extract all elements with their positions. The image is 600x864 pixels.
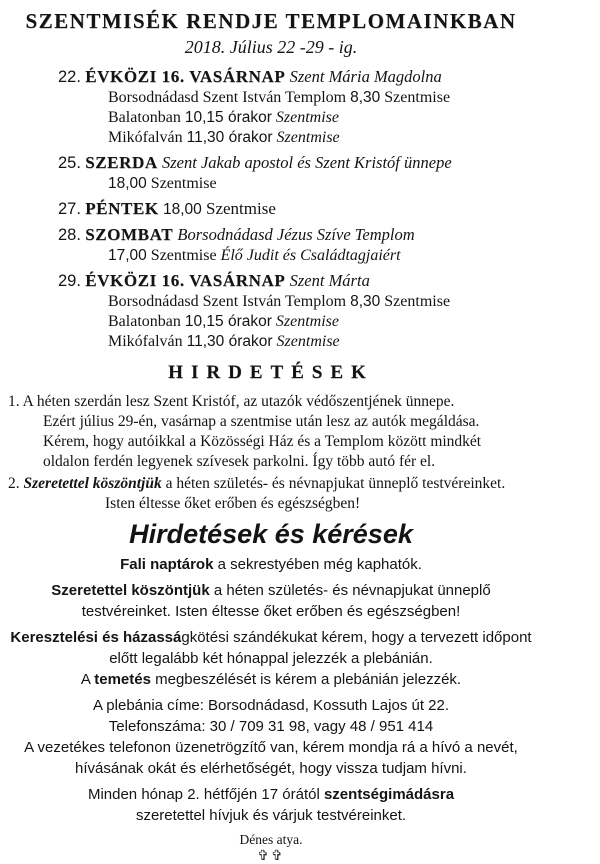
request-group xyxy=(8,627,534,690)
request-line xyxy=(8,554,534,575)
schedule-line xyxy=(8,128,534,148)
day-note: Szent Mária Magdolna xyxy=(289,67,442,86)
item-number: 2. xyxy=(8,475,24,492)
request-line xyxy=(8,601,534,622)
line-pre: hívásának okát és elérhetőségét, hogy vissza tudjam hívni. xyxy=(75,760,467,777)
schedule-entry xyxy=(8,66,534,148)
request-line xyxy=(8,784,534,805)
signature: Dénes atya. xyxy=(239,832,303,847)
mass-intention: Élő Judit és Családtagjaiért xyxy=(220,247,401,264)
schedule-day-heading xyxy=(8,270,534,292)
mass-label: Szentmise xyxy=(384,293,451,310)
schedule-line xyxy=(8,332,534,352)
mass-place: Balatonban xyxy=(108,109,181,126)
request-line xyxy=(8,648,534,669)
request-line xyxy=(8,716,534,737)
line-pre: A xyxy=(80,671,95,688)
announcement-item xyxy=(8,474,534,514)
line-pre: A vezetékes telefonon üzenetrögzítő van, kérem mondja rá a hívó a nevét, xyxy=(24,739,518,756)
cross-icons: ✞✞ xyxy=(257,848,285,864)
request-line xyxy=(8,695,534,716)
schedule-line xyxy=(8,108,534,128)
day-number: 28. xyxy=(58,226,81,244)
schedule-day-heading xyxy=(8,198,534,220)
schedule-day-heading xyxy=(8,152,534,174)
day-name: SZOMBAT xyxy=(85,225,174,244)
line-rest: a héten születés- és névnapjukat ünneplő testvéreinket. xyxy=(161,475,506,492)
line-post: a héten születés- és névnapjukat ünneplő xyxy=(209,582,491,599)
announcement-item xyxy=(8,392,534,472)
schedule-line xyxy=(8,174,534,194)
announcement-line: oldalon ferdén legyenek szívesek parkolni. Így több autó fér el. xyxy=(43,453,436,470)
mass-time: 10,15 órakor xyxy=(184,109,272,126)
line-bold: Fali naptárok xyxy=(120,556,214,573)
request-group xyxy=(8,784,534,826)
schedule-line xyxy=(8,292,534,312)
mass-intention: Szentmise xyxy=(275,109,340,126)
line-bold: temetés xyxy=(94,671,151,688)
line-pre: testvéreinket. Isten éltesse őket erőben és egészségben! xyxy=(81,603,461,620)
request-line xyxy=(8,669,534,690)
announcements-heading: HIRDETÉSEK xyxy=(168,362,374,383)
line-pre: Minden hónap 2. hétfőjén 17 órától xyxy=(87,786,324,803)
line-bold: szentségimádásra xyxy=(323,786,455,803)
mass-intention: Szentmise xyxy=(276,333,340,350)
line-pre: Telefonszáma: 30 / 709 31 98, vagy 48 / 951 414 xyxy=(108,718,434,735)
schedule-line xyxy=(8,312,534,332)
page-title: SZENTMISÉK RENDJE TEMPLOMAINKBAN xyxy=(25,9,517,33)
announcement-line: Kérem, hogy autóikkal a Közösségi Ház és a Templom között mindkét xyxy=(43,433,482,450)
request-line xyxy=(8,580,534,601)
announcement-line: Isten éltesse őket erőben és egészségben! xyxy=(105,495,361,512)
day-name: ÉVKÖZI 16. VASÁRNAP xyxy=(85,271,286,290)
request-group xyxy=(8,695,534,779)
mass-intention: Szentmise xyxy=(275,313,340,330)
mass-time: 8,30 xyxy=(350,293,381,310)
line-pre: előtt legalább két hónappal jelezzék a plebánián. xyxy=(109,650,433,667)
mass-schedule xyxy=(8,66,534,352)
day-number: 27. xyxy=(58,200,81,218)
mass-place: Balatonban xyxy=(108,313,181,330)
mass-time: 11,30 órakor xyxy=(186,333,273,350)
day-name: ÉVKÖZI 16. VASÁRNAP xyxy=(85,67,286,86)
mass-label: Szentmise xyxy=(150,175,217,192)
schedule-line xyxy=(8,246,534,266)
line-bold: Szeretettel köszöntjük xyxy=(51,582,210,599)
date-range: 2018. Július 22 -29 - ig. xyxy=(184,37,358,57)
line-pre: szeretettel hívjuk és várjuk testvéreinket. xyxy=(135,807,407,824)
requests-heading: Hirdetések és kérések xyxy=(129,519,413,549)
day-note: Szent Jakab apostol és Szent Kristóf ünnepe xyxy=(162,153,452,172)
line-post: a sekrestyében még kaphatók. xyxy=(213,556,422,573)
schedule-day-heading xyxy=(8,224,534,246)
mass-label: Szentmise xyxy=(206,199,276,218)
request-line xyxy=(8,758,534,779)
day-note: Szent Márta xyxy=(289,271,370,290)
mass-place: Borsodnádasd Szent István Templom xyxy=(108,89,347,106)
mass-time: 17,00 xyxy=(108,247,147,264)
mass-place: Mikófalván xyxy=(108,129,183,146)
request-line xyxy=(8,627,534,648)
day-name: PÉNTEK xyxy=(85,199,159,218)
day-note: Borsodnádasd Jézus Szíve Templom xyxy=(177,225,415,244)
schedule-entry xyxy=(8,270,534,352)
request-line xyxy=(8,737,534,758)
request-group xyxy=(8,580,534,622)
schedule-entry xyxy=(8,224,534,266)
announcement-line xyxy=(8,474,534,494)
schedule-day-heading xyxy=(8,66,534,88)
schedule-entry xyxy=(8,198,534,220)
line-post: megbeszélését is kérem a plebánián jelezzék. xyxy=(150,671,462,688)
day-number: 29. xyxy=(58,272,81,290)
bold-lead: Szeretettel köszöntjük xyxy=(23,475,162,492)
line-post: gkötési szándékukat kérem, hogy a tervezett időpont xyxy=(181,629,532,646)
announcement-line: 1. A héten szerdán lesz Szent Kristóf, az utazók védőszentjének ünnepe. xyxy=(8,393,455,410)
line-pre: A plebánia címe: Borsodnádasd, Kossuth Lajos út 22. xyxy=(92,697,450,714)
request-line xyxy=(8,805,534,826)
day-number: 22. xyxy=(58,68,81,86)
mass-label: Szentmise xyxy=(150,247,217,264)
mass-time: 10,15 órakor xyxy=(184,313,272,330)
mass-time: 18,00 xyxy=(162,201,202,218)
mass-label: Szentmise xyxy=(384,89,451,106)
day-number: 25. xyxy=(58,154,81,172)
mass-intention: Szentmise xyxy=(276,129,340,146)
mass-time: 8,30 xyxy=(350,89,381,106)
announcement-line: Ezért július 29-én, vasárnap a szentmise után lesz az autók megáldása. xyxy=(43,413,480,430)
mass-time: 18,00 xyxy=(108,175,147,192)
mass-place: Mikófalván xyxy=(108,333,183,350)
schedule-entry xyxy=(8,152,534,194)
line-bold: Keresztelési és házassá xyxy=(10,629,182,646)
day-name: SZERDA xyxy=(85,153,158,172)
mass-time: 11,30 órakor xyxy=(186,129,273,146)
mass-place: Borsodnádasd Szent István Templom xyxy=(108,293,347,310)
request-group xyxy=(8,554,534,575)
schedule-line xyxy=(8,88,534,108)
